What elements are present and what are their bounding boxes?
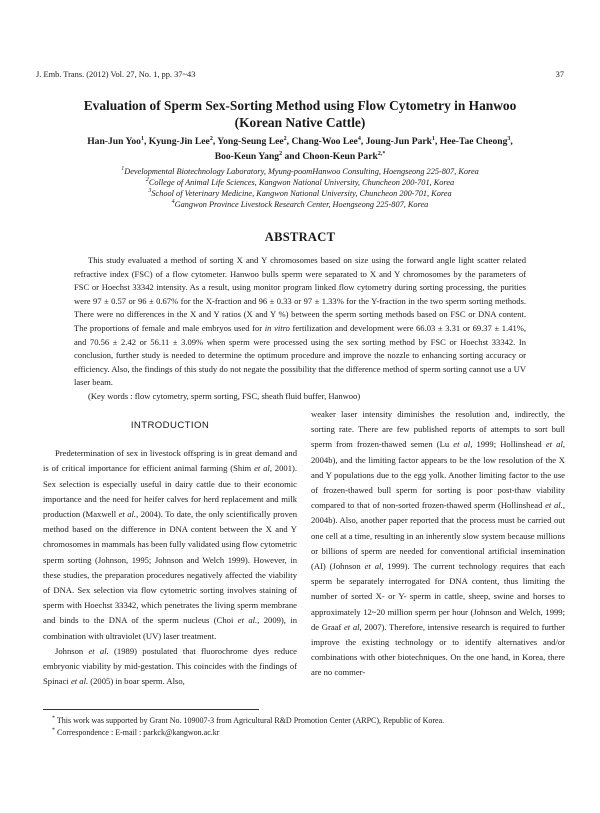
author-list xyxy=(40,134,560,164)
authors-line-1 xyxy=(40,134,560,149)
affiliation-text: School of Veterinary Medicine, Kangwon National University, Chuncheon 200-701, Korea xyxy=(151,189,452,198)
abstract-paragraph xyxy=(74,254,526,390)
author-affil-mark: 1 xyxy=(140,135,144,142)
correspondence-footnote xyxy=(52,727,560,739)
title-line-1: Evaluation of Sperm Sex-Sorting Method using Flow Cytometry in Hanwoo xyxy=(83,98,517,113)
abstract-text: This study evaluated a method of sorting X and Y chromosomes based on size using the forward angle light scatter related refractive index (FSC) of a flow cytometer. Hanwoo bulls sperm were separated to X and Y chromosomes by the parameters of FSC or Hoechst 33342 intensity. As a result, using monitor program linked flow cytometry during sorting processing, the purities were 97 ± 0.57 or 96 ± 0.67% for the X-fraction and 96 ± 0.33 or 97 ± 1.33% for the Y-fraction in the two sperm sorting methods. There were no differences in the X and Y ratios (X and Y %) between the sperm sorting methods based on FSC or DNA content. The proportions of female and male embryos used for xyxy=(74,255,526,333)
funding-footnote xyxy=(52,715,560,727)
right-column xyxy=(311,407,565,681)
affiliation-text: College of Animal Life Sciences, Kangwon National University, Chuncheon 200-701, Korea xyxy=(148,178,455,187)
affiliation-list xyxy=(40,166,560,210)
author-name: Kyung-Jin Lee xyxy=(148,136,210,147)
et-al: et al xyxy=(364,561,382,572)
author-name: Chang-Woo Lee xyxy=(291,136,358,147)
running-head xyxy=(36,70,564,82)
introduction-heading: INTRODUCTION xyxy=(130,420,210,431)
intro-paragraph-2 xyxy=(43,644,297,690)
footnote-text: This work was supported by Grant No. 109007-3 from Agricultural R&D Promotion Center (ARPC), Republic of Korea. xyxy=(55,716,445,725)
affiliation xyxy=(40,188,560,199)
abstract-body xyxy=(74,254,526,404)
author-affil-mark: 1 xyxy=(431,135,435,142)
author-separator: , xyxy=(360,136,366,147)
keywords: (Key words : flow cytometry, sperm sorting, FSC, sheath fluid buffer, Hanwoo) xyxy=(88,390,361,401)
author-separator: , xyxy=(212,136,218,147)
et-al: et al xyxy=(254,463,270,474)
affiliation-text: Developmental Biotechnology Laboratory, Myung-poomHanwoo Consulting, Hoengseong 225-807, Korea xyxy=(124,167,479,176)
affiliation-text: Gangwon Province Livestock Research Center, Hoengseong 225-807, Korea xyxy=(174,200,429,209)
intro-paragraph-1 xyxy=(43,446,297,644)
author-name: Hee-Tae Cheong xyxy=(439,136,508,147)
affiliation-mark: 1 xyxy=(121,166,125,173)
text-run: , 2007). Therefore, intensive research is required to further improve the existing technology or to identify alternatives and/or combinations with other biotechniques. On the one hand, in Korea, there are no commer- xyxy=(311,621,565,678)
author-name: Joung-Jun Park xyxy=(365,136,432,147)
author-separator: , xyxy=(434,136,440,147)
text-run: , 2004). To date, the only scientifically proven method based on the difference in DNA content between the X and Y chromosomes in mammals has been fully validated using flow cytometric sperm sorting (Johnson, 1995; Johnson and Welch 1999). However, in these studies, the preparation procedures negatively affected the viability of DNA. Sex selection via flow cytometric sorting involves staining of sperm with Hoechst 33342, which penetrates the living sperm membrane and binds to the DNA of the sperm nucleus (Choi xyxy=(43,509,297,626)
et-al: et al. xyxy=(237,615,258,626)
abstract-heading: ABSTRACT xyxy=(264,230,336,244)
footnotes xyxy=(52,715,560,739)
text-run: , 1999; Hollinshead xyxy=(470,439,546,450)
affiliation xyxy=(40,199,560,210)
text-run: , 2004b), and the limiting factor appears to be the low resolution of the X and Y populations due to the egg yolk. Another limiting factor to the use of frozen-thawed bull sperm for sorting is poor post-thaw viability compared to that of non-sorted frozen-thawed sperm (Hollinshead xyxy=(311,439,565,511)
left-column xyxy=(43,418,297,689)
et-al: et al xyxy=(545,439,563,450)
text-run: weaker laser intensity diminishes the resolution and, indirectly, the sorting rate. There are few published reports of attempts to sort bull sperm from frozen-thawed semen (Lu xyxy=(311,409,565,450)
author-affil-mark: 3 xyxy=(507,135,511,142)
text-run: , 2009), in combination with ultraviolet (UV) laser treatment. xyxy=(43,615,298,641)
authors-line-2 xyxy=(40,149,560,164)
author-affil-mark: 4 xyxy=(357,135,361,142)
author-separator: , xyxy=(143,136,149,147)
text-run: , 2004b). Also, another paper reported that the process must be carried out one cell at a time, resulting in an inherently slow system because millions or billions of sperm are needed for conventional artificial insemination (AI) (Johnson xyxy=(311,500,565,572)
et-al: et al. xyxy=(545,500,563,511)
footnote-mark: * xyxy=(52,715,55,722)
et-al: et al. xyxy=(70,676,89,687)
text-run: , 2001). Sex selection is especially useful in dairy cattle due to their economic importance and the need for heifer calves for herd replacement and milk production (Maxwell xyxy=(43,463,298,520)
author-name: Choon-Keun Park xyxy=(302,151,378,162)
author-conjunction: and xyxy=(282,151,303,162)
text-run: , 1999). The current technology requires that each sperm be separately interrogated for DNA content, thus limiting the number of sorted X- or Y- sperm in cattle, sheep, swine and horses to approximately 12~20 million sperm per hour (Johnson and Welch, 1999; de Graaf xyxy=(311,561,565,632)
affiliation-mark: 4 xyxy=(171,199,175,206)
et-al: et al xyxy=(343,621,360,632)
author-separator: , xyxy=(510,136,513,147)
author-affil-mark: 2 xyxy=(209,135,213,142)
title-line-2: (Korean Native Cattle) xyxy=(234,115,366,130)
text-run: Johnson xyxy=(55,645,89,656)
et-al: et al. xyxy=(118,509,137,520)
text-run: Predetermination of sex in livestock offspring is in great demand and is of critical importance for efficient animal farming (Shim xyxy=(43,448,297,474)
text-run: (2005) in boar sperm. Also, xyxy=(88,676,185,687)
author-affil-mark: 2,* xyxy=(377,150,386,157)
article-title xyxy=(40,97,560,131)
author-name: Boo-Keun Yang xyxy=(214,151,280,162)
author-affil-mark: 2 xyxy=(283,135,287,142)
author-name: Yong-Seung Lee xyxy=(217,136,284,147)
abstract-text-tail: fertilization and development were 66.03 ± 3.31 or 69.37 ± 1.41%, and 70.56 ± 2.42 or 56.11 ± 3.09% when sperm were processed using the sex sorting method by FSC or Hoechst 33342. In conclusion, further study is needed to determine the optimum procedure and improve the nozzle to enhancing sorting accuracy or efficiency. Also, the findings of this study do not negate the possibility that the difference method of sperm sorting cannot use a UV laser beam. xyxy=(74,322,526,388)
page-number: 37 xyxy=(555,70,564,79)
intro-paragraph-continued xyxy=(311,407,565,681)
affiliation-mark: 3 xyxy=(148,188,152,195)
abstract-italic-term: in vitro xyxy=(264,322,290,333)
footnote-mark: * xyxy=(52,727,55,734)
author-affil-mark: 2 xyxy=(279,150,283,157)
et-al: et al. xyxy=(88,645,109,656)
affiliation xyxy=(40,166,560,177)
affiliation xyxy=(40,177,560,188)
author-name: Han-Jun Yoo xyxy=(87,136,141,147)
text-run: (1989) postulated that fluorochrome dyes reduce embryonic viability by mid-gestation. This coincides with the findings of Spinaci xyxy=(43,645,297,687)
author-separator: , xyxy=(286,136,292,147)
et-al: et al xyxy=(453,439,471,450)
footnote-rule xyxy=(43,709,259,710)
affiliation-mark: 2 xyxy=(145,177,149,184)
journal-citation: J. Emb. Trans. (2012) Vol. 27, No. 1, pp. 37~43 xyxy=(36,70,196,79)
footnote-text: Correspondence : E-mail : parkck@kangwon.ac.kr xyxy=(55,728,220,738)
